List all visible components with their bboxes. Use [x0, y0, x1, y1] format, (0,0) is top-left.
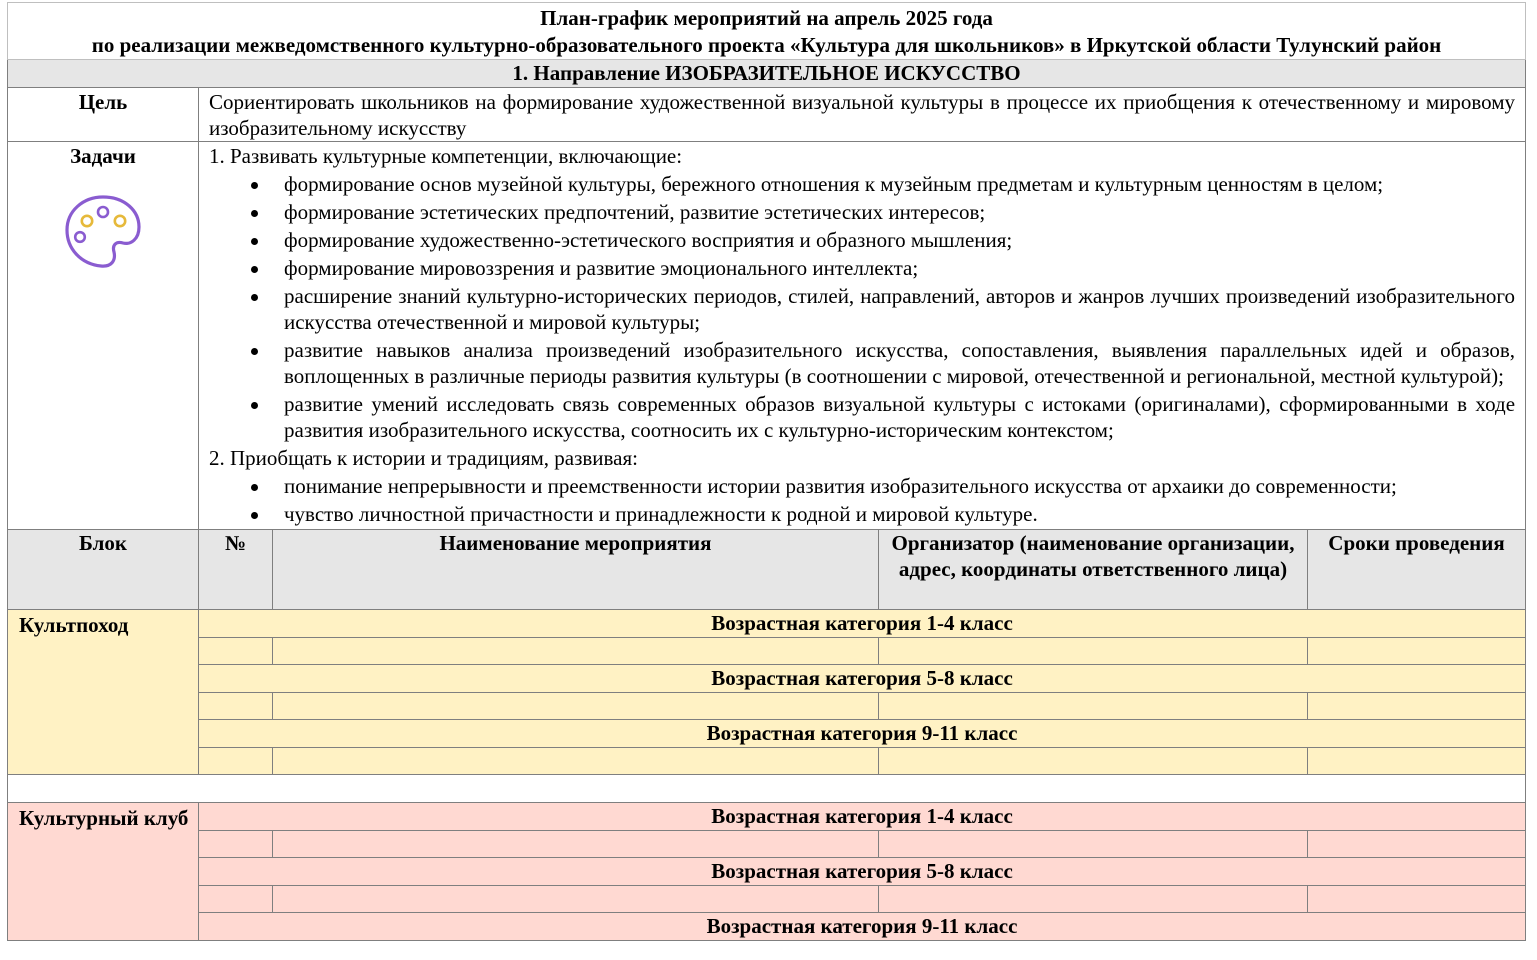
tasks-label-cell: [8, 142, 199, 530]
list-item: понимание непрерывности и преемственности истории развития изобразительного искусства от архаики до современности;: [284, 473, 1515, 499]
club-category-5-8: Возрастная категория 5-8 класс: [199, 858, 1526, 886]
list-item: формирование эстетических предпочтений, развитие эстетических интересов;: [284, 199, 1515, 225]
cell-number[interactable]: [199, 831, 273, 858]
task-2-title: 2. Приобщать к истории и традициям, развивая:: [209, 446, 638, 470]
list-item: формирование основ музейной культуры, бережного отношения к музейным предметам и культурным ценностям в целом;: [284, 171, 1515, 197]
separator-row: [8, 775, 1526, 803]
section-heading: 1. Направление ИЗОБРАЗИТЕЛЬНОЕ ИСКУССТВО: [8, 60, 1526, 88]
header-organizer: Организатор (наименование организации, адрес, координаты ответственного лица): [879, 530, 1308, 610]
cell-event[interactable]: [273, 638, 879, 665]
table-row: [8, 886, 1526, 913]
goal-text: Сориентировать школьников на формирование художественной визуальной культуры в процессе их приобщения к отечественному и мировому изобразительному искусству: [199, 88, 1526, 142]
cell-organizer[interactable]: [879, 638, 1308, 665]
table-row: [8, 638, 1526, 665]
header-dates: Сроки проведения: [1308, 530, 1526, 610]
cell-event[interactable]: [273, 831, 879, 858]
kultpohod-category-5-8: Возрастная категория 5-8 класс: [199, 665, 1526, 693]
task-2-list: [209, 473, 1515, 527]
cell-dates[interactable]: [1308, 886, 1526, 913]
list-item: формирование мировоззрения и развитие эмоционального интеллекта;: [284, 255, 1515, 281]
cell-dates[interactable]: [1308, 638, 1526, 665]
cell-organizer[interactable]: [879, 693, 1308, 720]
cell-event[interactable]: [273, 693, 879, 720]
title-line-2: по реализации межведомственного культурно-образовательного проекта «Культура для школьников» в Иркутской области Тулунский район: [91, 33, 1442, 57]
club-category-9-11: Возрастная категория 9-11 класс: [199, 913, 1526, 941]
list-item: расширение знаний культурно-исторических периодов, стилей, направлений, авторов и жанров лучших произведений изобразительного искусства отечественной и мировой культуры;: [284, 284, 1516, 334]
tasks-content: [199, 142, 1526, 530]
header-event-name: Наименование мероприятия: [273, 530, 879, 610]
goal-label: Цель: [8, 88, 199, 142]
cell-number[interactable]: [199, 693, 273, 720]
cell-dates[interactable]: [1308, 831, 1526, 858]
list-item: развитие навыков анализа произведений изобразительного искусства, сопоставления, выявления параллельных идей и образов, воплощенных в различные периоды развития культуры (в соотношении с мировой, отечественной и региональной, местной культурой);: [284, 338, 1516, 388]
kultpohod-category-9-11: Возрастная категория 9-11 класс: [199, 720, 1526, 748]
cell-organizer[interactable]: [879, 886, 1308, 913]
cell-dates[interactable]: [1308, 693, 1526, 720]
palette-icon: [63, 191, 143, 271]
club-category-1-4: Возрастная категория 1-4 класс: [199, 803, 1526, 831]
table-row: [8, 748, 1526, 775]
list-item: формирование художественно-эстетического восприятия и образного мышления;: [284, 227, 1515, 253]
cell-organizer[interactable]: [879, 748, 1308, 775]
cell-number[interactable]: [199, 638, 273, 665]
list-item: развитие умений исследовать связь современных образов визуальной культуры с истоками (оригиналами), сформированными в ходе развития изобразительного искусства, соотносить их с культурно-историческим контекстом;: [284, 392, 1516, 442]
cell-event[interactable]: [273, 886, 879, 913]
block-kultpohod: Культпоход: [8, 610, 199, 775]
cell-event[interactable]: [273, 748, 879, 775]
header-number: №: [199, 530, 273, 610]
task-1-title: 1. Развивать культурные компетенции, включающие:: [209, 144, 683, 168]
title-line-1: План-график мероприятий на апрель 2025 года: [540, 6, 993, 30]
cell-organizer[interactable]: [879, 831, 1308, 858]
plan-table: [7, 2, 1526, 941]
cell-number[interactable]: [199, 886, 273, 913]
kultpohod-category-1-4: Возрастная категория 1-4 класс: [199, 610, 1526, 638]
table-row: [8, 693, 1526, 720]
header-block: Блок: [8, 530, 199, 610]
cell-dates[interactable]: [1308, 748, 1526, 775]
cell-number[interactable]: [199, 748, 273, 775]
task-1-list: [209, 171, 1515, 443]
block-culture-club: Культурный клуб: [8, 803, 199, 941]
list-item: чувство личностной причастности и принадлежности к родной и мировой культуре.: [284, 501, 1515, 527]
table-row: [8, 831, 1526, 858]
document-title: [8, 3, 1526, 60]
tasks-label: Задачи: [70, 144, 136, 168]
